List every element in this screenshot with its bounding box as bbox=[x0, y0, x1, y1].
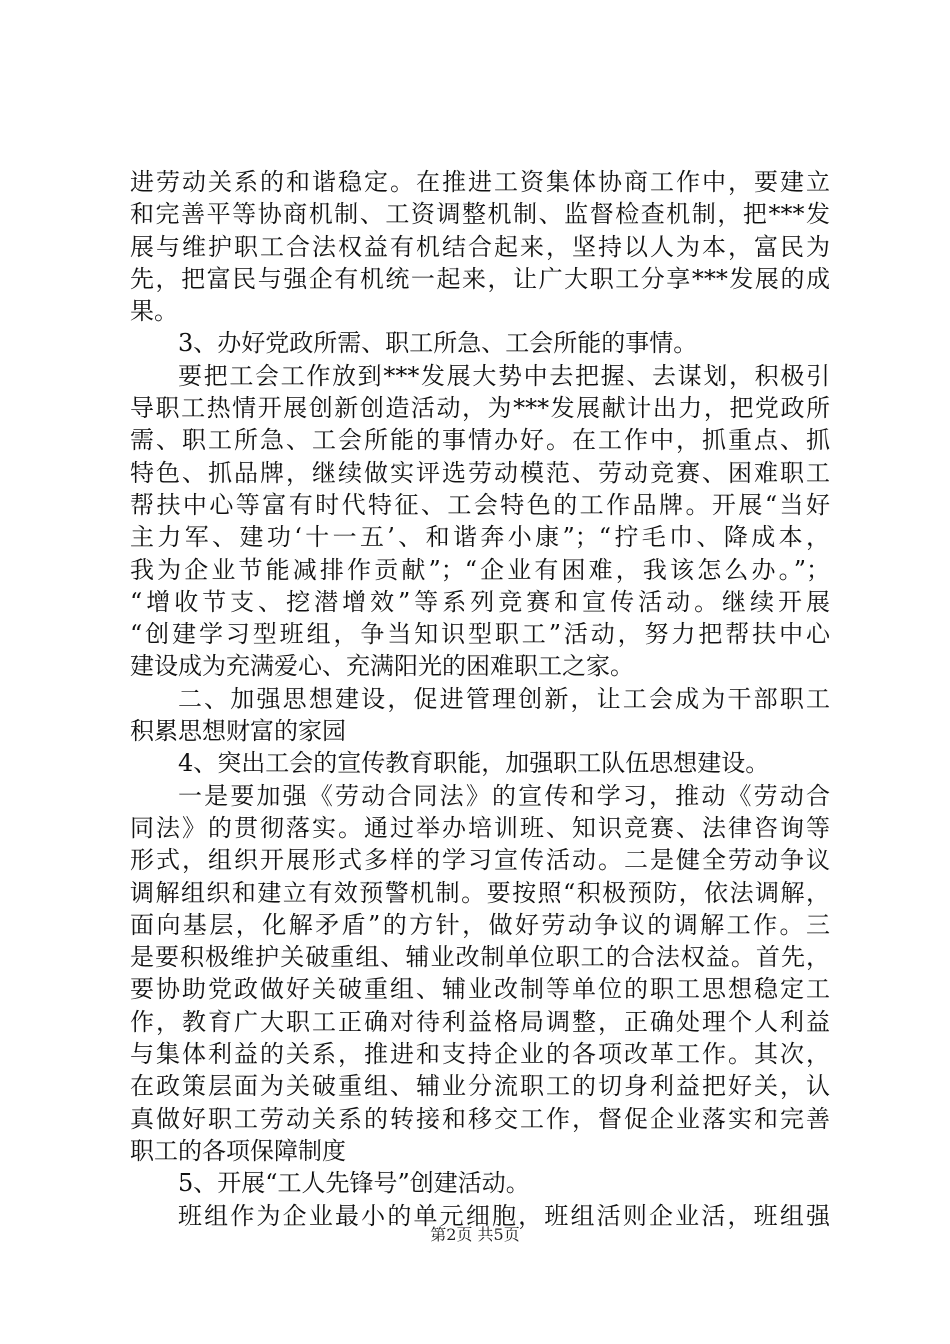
text-line: 作，教育广大职工正确对待利益格局调整，正确处理个人利益 bbox=[130, 1007, 830, 1036]
text-line: 展与维护职工合法权益有机结合起来，坚持以人为本，富民为 bbox=[130, 232, 830, 261]
text-line: 班组作为企业最小的单元细胞，班组活则企业活，班组强 bbox=[178, 1201, 830, 1230]
text-line: 先，把富民与强企有机统一起来，让广大职工分享***发展的成 bbox=[130, 264, 830, 293]
text-line: 在政策层面为关破重组、辅业分流职工的切身利益把好关，认 bbox=[130, 1072, 830, 1101]
text-line: 真做好职工劳动关系的转接和移交工作，督促企业落实和完善 bbox=[130, 1104, 830, 1133]
text-line: 面向基层，化解矛盾”的方针，做好劳动争议的调解工作。三 bbox=[130, 910, 830, 939]
text-line: 特色、抓品牌，继续做实评选劳动模范、劳动竞赛、困难职工 bbox=[130, 458, 830, 487]
text-line: “增收节支、挖潜增效”等系列竞赛和宣传活动。继续开展 bbox=[130, 587, 830, 616]
text-line: 形式，组织开展形式多样的学习宣传活动。二是健全劳动争议 bbox=[130, 846, 830, 875]
text-line: 进劳动关系的和谐稳定。在推进工资集体协商工作中，要建立 bbox=[130, 168, 830, 196]
text-line: 积累思想财富的家园 bbox=[130, 717, 346, 746]
text-line: 建设成为充满爱心、充满阳光的困难职工之家。 bbox=[130, 652, 634, 681]
text-line: 我为企业节能减排作贡献”；“企业有困难，我该怎么办。”； bbox=[130, 555, 830, 584]
text-line: 调解组织和建立有效预警机制。要按照“积极预防，依法调解， bbox=[130, 878, 830, 907]
text-line: 果。 bbox=[130, 297, 178, 326]
body-text bbox=[130, 166, 830, 1232]
text-line: 主力军、建功‘十一五’、和谐奔小康”；“拧毛巾、降成本， bbox=[130, 523, 830, 552]
text-line: 与集体利益的关系，推进和支持企业的各项改革工作。其次， bbox=[130, 1040, 830, 1069]
text-line: 帮扶中心等富有时代特征、工会特色的工作品牌。开展“当好 bbox=[130, 490, 830, 519]
text-line: 是要积极维护关破重组、辅业改制单位职工的合法权益。首先， bbox=[130, 943, 830, 972]
text-line: 职工的各项保障制度 bbox=[130, 1136, 346, 1165]
text-line: 二、加强思想建设，促进管理创新，让工会成为干部职工 bbox=[178, 684, 830, 713]
text-line: 和完善平等协商机制、工资调整机制、监督检查机制，把***发 bbox=[130, 200, 830, 229]
text-line: “创建学习型班组，争当知识型职工”活动，努力把帮扶中心 bbox=[130, 620, 830, 649]
page-footer: 第2页 共5页 bbox=[430, 1225, 520, 1244]
text-line: 一是要加强《劳动合同法》的宣传和学习，推动《劳动合 bbox=[178, 781, 830, 810]
text-line: 需、职工所急、工会所能的事情办好。在工作中，抓重点、抓 bbox=[130, 426, 830, 455]
text-line: 要协助党政做好关破重组、辅业改制等单位的职工思想稳定工 bbox=[130, 975, 830, 1004]
text-line: 4、突出工会的宣传教育职能，加强职工队伍思想建设。 bbox=[178, 749, 770, 778]
text-line: 5、开展“工人先锋号”创建活动。 bbox=[178, 1169, 530, 1198]
text-line: 要把工会工作放到***发展大势中去把握、去谋划，积极引 bbox=[178, 361, 830, 390]
text-line: 同法》的贯彻落实。通过举办培训班、知识竞赛、法律咨询等 bbox=[130, 813, 830, 842]
text-line: 导职工热情开展创新创造活动，为***发展献计出力，把党政所 bbox=[130, 394, 830, 423]
text-line: 3、办好党政所需、职工所急、工会所能的事情。 bbox=[178, 329, 698, 358]
